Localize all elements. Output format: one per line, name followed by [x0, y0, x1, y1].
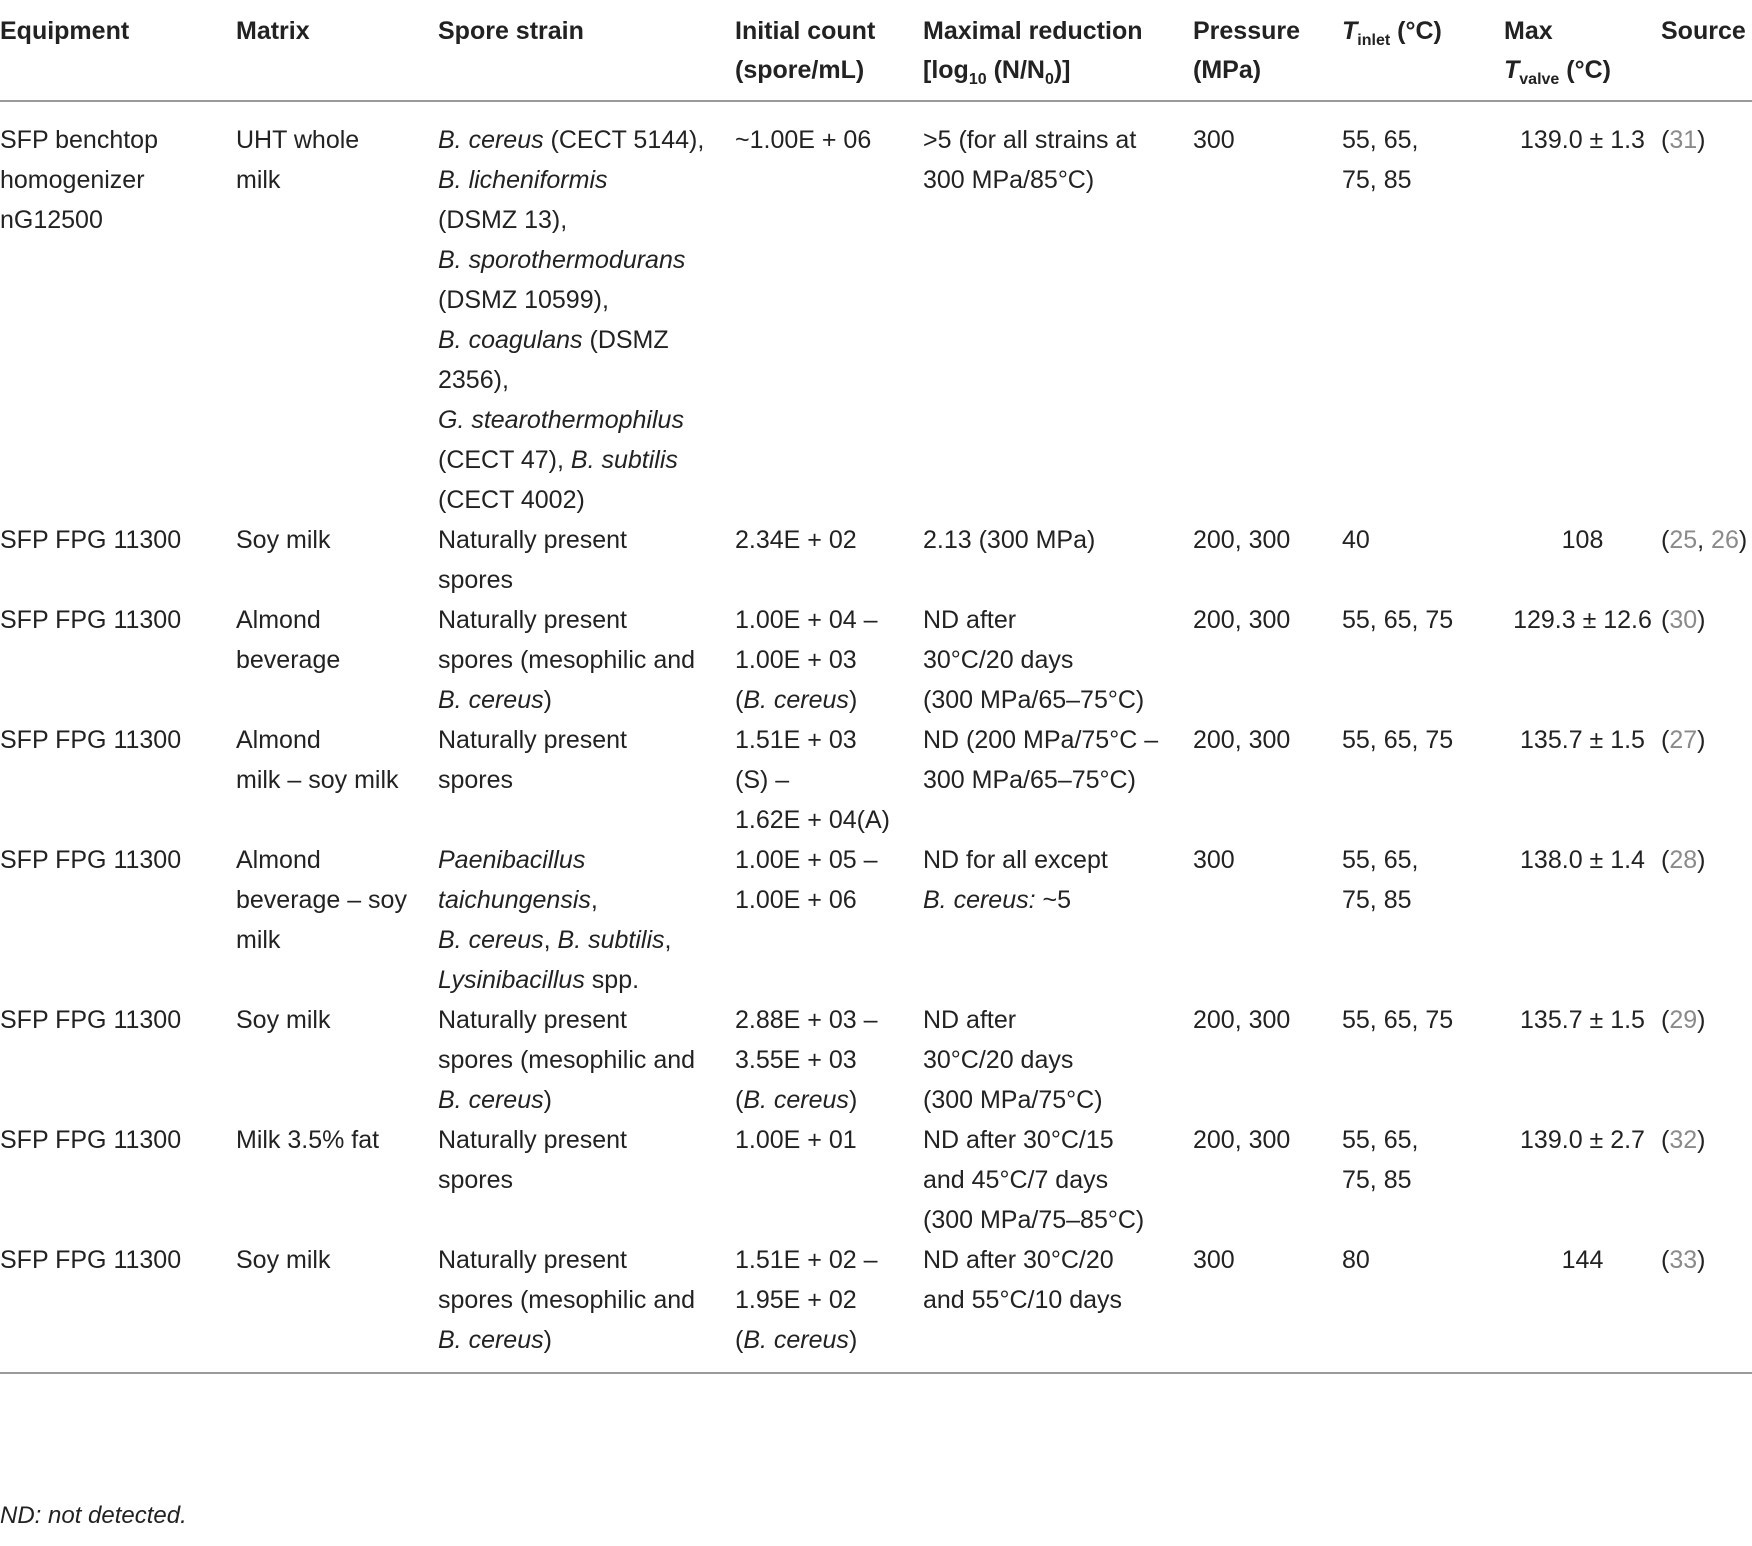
reference-link[interactable]: 33	[1669, 1246, 1698, 1274]
tinlet-line: 55, 65,	[1342, 846, 1419, 874]
cell-initial-count	[735, 1240, 923, 1373]
count-line	[735, 1240, 923, 1280]
text-segment: spores	[438, 1166, 514, 1194]
text-segment: 1.00E + 05 –	[735, 846, 878, 874]
text-segment: (	[735, 1326, 744, 1354]
italic-text: B. coagulans	[438, 326, 583, 354]
text-segment: (300 MPa/75–85°C)	[923, 1206, 1145, 1234]
col-header-initial-count: Initial count (spore/mL)	[735, 17, 876, 84]
equipment-line: SFP FPG 11300	[0, 526, 182, 554]
cell-matrix	[236, 1000, 438, 1120]
cell-equipment	[0, 101, 236, 520]
cell-maximal-reduction	[923, 720, 1193, 840]
cell-matrix	[236, 520, 438, 600]
cell-max-t-valve: 135.7 ± 1.5	[1520, 726, 1645, 754]
text-segment: ~1.00E + 06	[735, 126, 872, 154]
tinlet-line: 75, 85	[1342, 166, 1412, 194]
text-segment: 2.13 (300 MPa)	[923, 526, 1096, 554]
cell-equipment	[0, 1000, 236, 1120]
cell-matrix	[236, 720, 438, 840]
text-segment: (300 MPa/75°C)	[923, 1086, 1103, 1114]
strain-line	[438, 920, 735, 960]
count-line	[735, 680, 923, 720]
text-segment: and 45°C/7 days	[923, 1166, 1109, 1194]
equipment-line: SFP benchtop	[0, 126, 158, 154]
spore-inactivation-table	[0, 12, 1752, 1374]
text-segment: spores (mesophilic and	[438, 646, 696, 674]
cell-matrix	[236, 101, 438, 520]
cell-maximal-reduction	[923, 1240, 1193, 1373]
cell-source: (31)	[1661, 126, 1706, 154]
text-segment: )	[543, 1326, 552, 1354]
count-line	[735, 640, 923, 680]
cell-pressure: 300	[1193, 126, 1235, 154]
table-row	[0, 600, 1752, 720]
text-segment: 2.88E + 03 –	[735, 1006, 878, 1034]
text-segment: )	[543, 686, 552, 714]
col-header-t-inlet: $T_{inlet}$ (°C)	[1342, 17, 1442, 49]
text-segment: 1.51E + 02 –	[735, 1246, 878, 1274]
strain-line	[438, 1320, 735, 1360]
strain-line	[438, 680, 735, 720]
cell-initial-count	[735, 520, 923, 600]
count-line	[735, 1000, 923, 1040]
reduction-line	[923, 1040, 1193, 1080]
cell-max-t-valve: 108	[1561, 526, 1604, 554]
cell-max-t-valve: 129.3 ± 12.6	[1513, 606, 1652, 634]
strain-line	[438, 880, 735, 920]
strain-line	[438, 760, 735, 800]
text-segment: and 55°C/10 days	[923, 1286, 1123, 1314]
text-segment: spores (mesophilic and	[438, 1046, 696, 1074]
strain-line	[438, 360, 735, 400]
italic-text: B. cereus	[438, 1326, 544, 1354]
cell-max-t-valve: 139.0 ± 1.3	[1520, 126, 1645, 154]
text-segment: (CECT 5144),	[543, 126, 705, 154]
col-header-matrix: Matrix	[236, 17, 310, 45]
reference-link[interactable]: 26	[1711, 526, 1739, 554]
text-segment: ND for all except	[923, 846, 1108, 874]
text-segment: (	[735, 1086, 744, 1114]
cell-spore-strain	[438, 1000, 735, 1120]
tinlet-line: 55, 65,	[1342, 1126, 1419, 1154]
reduction-line	[923, 880, 1193, 920]
cell-equipment	[0, 720, 236, 840]
col-header-max-t-valve: Max $T_{valve}$ (°C)	[1504, 17, 1611, 88]
count-line	[735, 720, 923, 760]
col-header-source: Source	[1661, 17, 1746, 45]
count-line	[735, 800, 923, 840]
matrix-line: Soy milk	[236, 1246, 331, 1274]
cell-initial-count	[735, 720, 923, 840]
cell-matrix	[236, 840, 438, 1000]
cell-maximal-reduction	[923, 101, 1193, 520]
count-line	[735, 1320, 923, 1360]
italic-text: B. sporothermodurans	[438, 246, 686, 274]
cell-t-inlet	[1342, 840, 1504, 1000]
cell-t-inlet	[1342, 1120, 1504, 1240]
italic-text: taichungensis	[438, 886, 591, 914]
table-header-row	[0, 12, 1752, 101]
text-segment: 1.00E + 03	[735, 646, 857, 674]
matrix-line: beverage – soy	[236, 886, 407, 914]
text-segment: Naturally present	[438, 1126, 627, 1154]
text-segment: (DSMZ	[582, 326, 669, 354]
tinlet-line: 80	[1342, 1246, 1370, 1274]
table-row	[0, 101, 1752, 520]
reduction-line	[923, 1240, 1193, 1280]
cell-t-inlet	[1342, 600, 1504, 720]
matrix-line: milk – soy milk	[236, 766, 399, 794]
cell-t-inlet	[1342, 101, 1504, 520]
matrix-line: milk	[236, 166, 281, 194]
text-segment: 300 MPa/85°C)	[923, 166, 1095, 194]
strain-line	[438, 280, 735, 320]
matrix-line: Almond	[236, 846, 321, 874]
text-segment: >5 (for all strains at	[923, 126, 1137, 154]
matrix-line: Soy milk	[236, 526, 331, 554]
table-body	[0, 101, 1752, 1373]
tinlet-line: 75, 85	[1342, 1166, 1412, 1194]
reference-link[interactable]: 27	[1669, 726, 1698, 754]
cell-equipment	[0, 1240, 236, 1373]
text-segment: spores (mesophilic and	[438, 1286, 696, 1314]
tinlet-line: 75, 85	[1342, 886, 1412, 914]
text-segment: (CECT 47),	[438, 446, 571, 474]
equipment-line: SFP FPG 11300	[0, 1246, 182, 1274]
text-segment: (300 MPa/65–75°C)	[923, 686, 1145, 714]
strain-line	[438, 840, 735, 880]
equipment-line: SFP FPG 11300	[0, 1126, 182, 1154]
text-segment: 3.55E + 03	[735, 1046, 857, 1074]
italic-text: B. cereus:	[923, 886, 1036, 914]
cell-pressure: 200, 300	[1193, 726, 1291, 754]
text-segment: Naturally present	[438, 726, 627, 754]
text-segment: )	[848, 1086, 858, 1114]
cell-t-inlet	[1342, 720, 1504, 840]
text-segment: spp.	[584, 966, 640, 994]
reduction-line	[923, 1160, 1193, 1200]
reduction-line	[923, 1280, 1193, 1320]
text-segment: )	[848, 686, 858, 714]
strain-line	[438, 160, 735, 200]
cell-spore-strain	[438, 840, 735, 1000]
matrix-line: milk	[236, 926, 281, 954]
reduction-line	[923, 600, 1193, 640]
cell-spore-strain	[438, 1240, 735, 1373]
text-segment: 2356),	[438, 366, 509, 394]
cell-initial-count	[735, 600, 923, 720]
text-segment: ,	[664, 926, 672, 954]
col-header-spore-strain: Spore strain	[438, 17, 584, 45]
strain-line	[438, 1080, 735, 1120]
cell-max-t-valve: 144	[1561, 1246, 1604, 1274]
text-segment: ,	[543, 926, 558, 954]
text-segment: Naturally present	[438, 606, 627, 634]
cell-source: (33)	[1661, 1246, 1706, 1274]
equipment-line: SFP FPG 11300	[0, 606, 182, 634]
text-segment: ND after 30°C/15	[923, 1126, 1114, 1154]
cell-equipment	[0, 1120, 236, 1240]
text-segment: 1.00E + 01	[735, 1126, 857, 1154]
cell-max-t-valve: 138.0 ± 1.4	[1520, 846, 1645, 874]
count-line	[735, 1280, 923, 1320]
matrix-line: Almond	[236, 606, 321, 634]
cell-source: (28)	[1661, 846, 1706, 874]
strain-line	[438, 1120, 735, 1160]
cell-max-t-valve: 139.0 ± 2.7	[1520, 1126, 1645, 1154]
text-segment: (DSMZ 10599),	[438, 286, 609, 314]
cell-t-inlet	[1342, 520, 1504, 600]
matrix-line: Soy milk	[236, 1006, 331, 1034]
text-segment: )	[848, 1326, 858, 1354]
text-segment: 30°C/20 days	[923, 646, 1074, 674]
cell-spore-strain	[438, 101, 735, 520]
strain-line	[438, 560, 735, 600]
cell-initial-count	[735, 840, 923, 1000]
cell-maximal-reduction	[923, 600, 1193, 720]
tinlet-line: 55, 65, 75	[1342, 726, 1454, 754]
cell-matrix	[236, 600, 438, 720]
strain-line	[438, 520, 735, 560]
reduction-line	[923, 120, 1193, 160]
italic-text: B. subtilis	[570, 446, 678, 474]
table-row	[0, 1240, 1752, 1373]
reference-link[interactable]: 28	[1669, 846, 1698, 874]
cell-equipment	[0, 600, 236, 720]
italic-text: B. cereus	[743, 1086, 849, 1114]
strain-line	[438, 1000, 735, 1040]
cell-spore-strain	[438, 520, 735, 600]
cell-source: (27)	[1661, 726, 1706, 754]
text-segment: Naturally present	[438, 1246, 627, 1274]
table-row	[0, 840, 1752, 1000]
strain-line	[438, 440, 735, 480]
table-row	[0, 1000, 1752, 1120]
text-segment: 1.95E + 02	[735, 1286, 857, 1314]
italic-text: B. cereus	[438, 926, 544, 954]
text-segment: spores	[438, 566, 514, 594]
text-segment: (CECT 4002)	[438, 486, 585, 514]
cell-t-inlet	[1342, 1000, 1504, 1120]
table-row	[0, 720, 1752, 840]
italic-text: G. stearothermophilus	[438, 406, 684, 434]
text-segment: ND after	[923, 1006, 1017, 1034]
equipment-line: nG12500	[0, 206, 103, 234]
equipment-line: homogenizer	[0, 166, 145, 194]
strain-line	[438, 400, 735, 440]
text-segment: 300 MPa/65–75°C)	[923, 766, 1136, 794]
text-segment: Naturally present	[438, 1006, 627, 1034]
cell-equipment	[0, 520, 236, 600]
cell-maximal-reduction	[923, 520, 1193, 600]
cell-spore-strain	[438, 720, 735, 840]
tinlet-line: 40	[1342, 526, 1370, 554]
cell-source: (32)	[1661, 1126, 1706, 1154]
matrix-line: Almond	[236, 726, 321, 754]
text-segment: (DSMZ 13),	[438, 206, 568, 234]
text-segment: ,	[590, 886, 598, 914]
cell-initial-count	[735, 1120, 923, 1240]
strain-line	[438, 960, 735, 1000]
matrix-line: UHT whole	[236, 126, 360, 154]
equipment-line: SFP FPG 11300	[0, 726, 182, 754]
table-row	[0, 1120, 1752, 1240]
tinlet-line: 55, 65,	[1342, 126, 1419, 154]
reduction-line	[923, 160, 1193, 200]
cell-pressure: 200, 300	[1193, 606, 1291, 634]
cell-spore-strain	[438, 600, 735, 720]
cell-pressure: 200, 300	[1193, 1126, 1291, 1154]
count-line	[735, 1080, 923, 1120]
strain-line	[438, 200, 735, 240]
cell-max-t-valve: 135.7 ± 1.5	[1520, 1006, 1645, 1034]
equipment-line: SFP FPG 11300	[0, 1006, 182, 1034]
cell-source: (30)	[1661, 606, 1706, 634]
text-segment: 30°C/20 days	[923, 1046, 1074, 1074]
count-line	[735, 880, 923, 920]
reduction-line	[923, 1200, 1193, 1240]
cell-source: (25, 26)	[1661, 526, 1748, 554]
count-line	[735, 120, 923, 160]
reduction-line	[923, 520, 1193, 560]
reference-link[interactable]: 29	[1669, 1006, 1698, 1034]
italic-text: Paenibacillus	[438, 846, 586, 874]
text-segment: 1.62E + 04(A)	[735, 806, 890, 834]
text-segment: ~5	[1035, 886, 1072, 914]
reference-link[interactable]: 31	[1669, 126, 1698, 154]
text-segment: 1.00E + 06	[735, 886, 857, 914]
table-row	[0, 520, 1752, 600]
italic-text: B. subtilis	[557, 926, 665, 954]
tinlet-line: 55, 65, 75	[1342, 1006, 1454, 1034]
col-header-maximal-reduction: Maximal reduction [$\log_{10}$ $(N/N_0)$]	[923, 17, 1143, 88]
text-segment: ND after 30°C/20	[923, 1246, 1114, 1274]
strain-line	[438, 1240, 735, 1280]
text-segment: 1.51E + 03	[735, 726, 857, 754]
strain-line	[438, 600, 735, 640]
cell-equipment	[0, 840, 236, 1000]
cell-pressure: 300	[1193, 846, 1235, 874]
text-segment: (	[735, 686, 744, 714]
reference-link[interactable]: 32	[1669, 1126, 1698, 1154]
cell-spore-strain	[438, 1120, 735, 1240]
cell-maximal-reduction	[923, 1000, 1193, 1120]
reduction-line	[923, 640, 1193, 680]
matrix-line: Milk 3.5% fat	[236, 1126, 380, 1154]
cell-initial-count	[735, 101, 923, 520]
strain-line	[438, 1160, 735, 1200]
col-header-pressure: Pressure (MPa)	[1193, 17, 1301, 84]
reduction-line	[923, 680, 1193, 720]
count-line	[735, 1040, 923, 1080]
italic-text: B. cereus	[438, 1086, 544, 1114]
reduction-line	[923, 1120, 1193, 1160]
italic-text: B. cereus	[743, 686, 849, 714]
table-footnote: ND: not detected.	[0, 1502, 187, 1529]
reduction-line	[923, 720, 1193, 760]
reference-link[interactable]: 30	[1669, 606, 1698, 634]
count-line	[735, 840, 923, 880]
tinlet-line: 55, 65, 75	[1342, 606, 1454, 634]
strain-line	[438, 1040, 735, 1080]
count-line	[735, 760, 923, 800]
strain-line	[438, 120, 735, 160]
cell-matrix	[236, 1120, 438, 1240]
reference-link[interactable]: 25	[1669, 526, 1698, 554]
text-segment: spores	[438, 766, 514, 794]
text-segment: 2.34E + 02	[735, 526, 857, 554]
count-line	[735, 600, 923, 640]
text-segment: ND (200 MPa/75°C –	[923, 726, 1159, 754]
reduction-line	[923, 840, 1193, 880]
cell-pressure: 300	[1193, 1246, 1235, 1274]
cell-pressure: 200, 300	[1193, 526, 1291, 554]
italic-text: B. licheniformis	[438, 166, 608, 194]
cell-initial-count	[735, 1000, 923, 1120]
cell-maximal-reduction	[923, 1120, 1193, 1240]
italic-text: B. cereus	[438, 686, 544, 714]
strain-line	[438, 480, 735, 520]
cell-t-inlet	[1342, 1240, 1504, 1373]
text-segment: )	[543, 1086, 552, 1114]
strain-line	[438, 720, 735, 760]
text-segment: 1.00E + 04 –	[735, 606, 878, 634]
col-header-equipment: Equipment	[0, 17, 130, 45]
reduction-line	[923, 760, 1193, 800]
matrix-line: beverage	[236, 646, 341, 674]
equipment-line: SFP FPG 11300	[0, 846, 182, 874]
italic-text: Lysinibacillus	[438, 966, 585, 994]
italic-text: B. cereus	[438, 126, 544, 154]
strain-line	[438, 640, 735, 680]
italic-text: B. cereus	[743, 1326, 849, 1354]
cell-maximal-reduction	[923, 840, 1193, 1000]
cell-matrix	[236, 1240, 438, 1373]
text-segment: Naturally present	[438, 526, 627, 554]
strain-line	[438, 240, 735, 280]
cell-pressure: 200, 300	[1193, 1006, 1291, 1034]
text-segment: ND after	[923, 606, 1017, 634]
text-segment: (S) –	[735, 766, 790, 794]
count-line	[735, 1120, 923, 1160]
cell-source: (29)	[1661, 1006, 1706, 1034]
strain-line	[438, 320, 735, 360]
reduction-line	[923, 1080, 1193, 1120]
strain-line	[438, 1280, 735, 1320]
count-line	[735, 520, 923, 560]
reduction-line	[923, 1000, 1193, 1040]
